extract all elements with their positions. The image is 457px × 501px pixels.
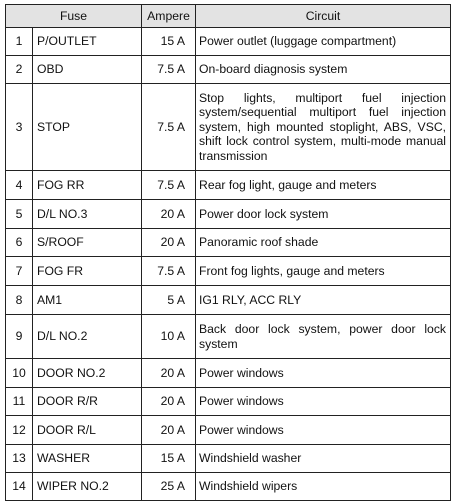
fuse-name: STOP	[33, 84, 142, 171]
fuse-name: P/OUTLET	[33, 28, 142, 56]
table-row	[6, 286, 451, 315]
fuse-number: 14	[6, 473, 33, 501]
fuse-name: D/L NO.3	[33, 200, 142, 229]
fuse-ampere: 10 A	[142, 315, 196, 359]
fuse-circuit: Stop lights, multiport fuel injection system/sequential multiport fuel injection system, high mounted stoplight, ABS, VSC, shift lock control system, multi-mode manual transmission	[196, 84, 451, 171]
fuse-circuit: IG1 RLY, ACC RLY	[196, 286, 451, 315]
table-row	[6, 200, 451, 229]
fuse-ampere: 7.5 A	[142, 84, 196, 171]
table-row	[6, 473, 451, 501]
fuse-circuit: Power windows	[196, 416, 451, 445]
fuse-number: 4	[6, 171, 33, 200]
fuse-name: D/L NO.2	[33, 315, 142, 359]
fuse-number: 3	[6, 84, 33, 171]
fuse-circuit: Power outlet (luggage compartment)	[196, 28, 451, 56]
fuse-number: 6	[6, 229, 33, 257]
fuse-circuit: Back door lock system, power door lock system	[196, 315, 451, 359]
table-row	[6, 257, 451, 286]
fuse-number: 11	[6, 388, 33, 416]
fuse-circuit: Windshield washer	[196, 445, 451, 473]
fuse-name: OBD	[33, 56, 142, 84]
fuse-name: WIPER NO.2	[33, 473, 142, 501]
fuse-ampere: 25 A	[142, 473, 196, 501]
table-row	[6, 84, 451, 171]
fuse-ampere: 20 A	[142, 200, 196, 229]
fuse-number: 7	[6, 257, 33, 286]
fuse-table	[5, 4, 451, 501]
fuse-circuit: Power windows	[196, 359, 451, 388]
fuse-ampere: 7.5 A	[142, 171, 196, 200]
fuse-ampere: 15 A	[142, 445, 196, 473]
fuse-name: DOOR NO.2	[33, 359, 142, 388]
fuse-number: 5	[6, 200, 33, 229]
fuse-number: 13	[6, 445, 33, 473]
fuse-ampere: 7.5 A	[142, 257, 196, 286]
table-row	[6, 229, 451, 257]
fuse-name: FOG FR	[33, 257, 142, 286]
fuse-circuit: Power windows	[196, 388, 451, 416]
fuse-ampere: 15 A	[142, 28, 196, 56]
fuse-ampere: 20 A	[142, 388, 196, 416]
fuse-circuit: Front fog lights, gauge and meters	[196, 257, 451, 286]
fuse-number: 1	[6, 28, 33, 56]
fuse-name: AM1	[33, 286, 142, 315]
fuse-name: S/ROOF	[33, 229, 142, 257]
header-row	[6, 5, 451, 28]
table-row	[6, 388, 451, 416]
fuse-ampere: 20 A	[142, 359, 196, 388]
table-row	[6, 315, 451, 359]
fuse-name: WASHER	[33, 445, 142, 473]
fuse-circuit: On-board diagnosis system	[196, 56, 451, 84]
table-row	[6, 171, 451, 200]
header-circuit: Circuit	[196, 5, 451, 28]
fuse-name: DOOR R/R	[33, 388, 142, 416]
fuse-circuit: Power door lock system	[196, 200, 451, 229]
table-row	[6, 416, 451, 445]
fuse-number: 10	[6, 359, 33, 388]
fuse-circuit: Panoramic roof shade	[196, 229, 451, 257]
fuse-circuit: Rear fog light, gauge and meters	[196, 171, 451, 200]
fuse-ampere: 20 A	[142, 416, 196, 445]
fuse-number: 8	[6, 286, 33, 315]
fuse-number: 2	[6, 56, 33, 84]
fuse-number: 12	[6, 416, 33, 445]
table-row	[6, 359, 451, 388]
table-row	[6, 28, 451, 56]
fuse-name: DOOR R/L	[33, 416, 142, 445]
fuse-circuit: Windshield wipers	[196, 473, 451, 501]
fuse-name: FOG RR	[33, 171, 142, 200]
fuse-ampere: 7.5 A	[142, 56, 196, 84]
table-row	[6, 56, 451, 84]
fuse-number: 9	[6, 315, 33, 359]
header-fuse: Fuse	[6, 5, 142, 28]
header-ampere: Ampere	[142, 5, 196, 28]
table-row	[6, 445, 451, 473]
fuse-ampere: 20 A	[142, 229, 196, 257]
fuse-ampere: 5 A	[142, 286, 196, 315]
